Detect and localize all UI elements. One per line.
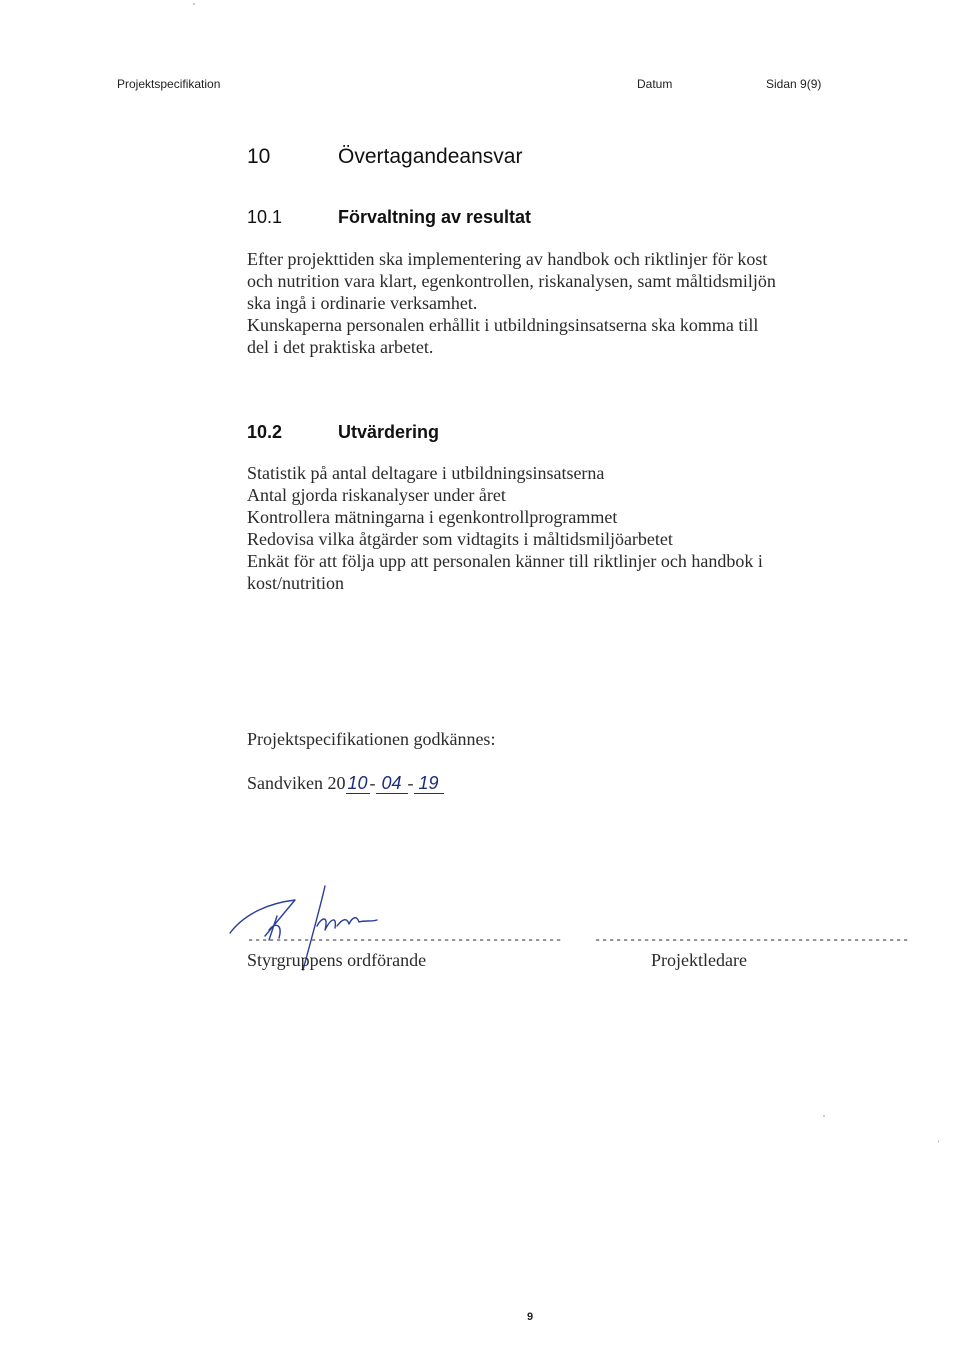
signature-label-chair: Styrgruppens ordförande: [247, 950, 427, 970]
header-document-title: Projektspecifikation: [117, 77, 221, 91]
section-10-title: Övertagandeansvar: [338, 145, 523, 168]
section-10-2-list: [247, 462, 847, 594]
scan-speck: [193, 3, 195, 5]
section-10-2-title: Utvärdering: [338, 422, 440, 442]
header-page-indicator: Sidan 9(9): [766, 77, 822, 91]
section-10-2-number: 10.2: [247, 422, 283, 442]
section-10-1-paragraph: [247, 248, 847, 358]
date-month-field: 04: [376, 773, 408, 794]
section-10-1-number: 10.1: [247, 207, 283, 227]
list-item: kost/nutrition: [247, 573, 345, 593]
signature-line-left: ---------------------------------------------: [247, 933, 563, 947]
list-item: Enkät för att följa upp att personalen känner till riktlinjer och handbok i: [247, 551, 763, 571]
paragraph-line: ska ingå i ordinarie verksamhet.: [247, 293, 478, 313]
approval-label: Projektspecifikationen godkännes:: [247, 729, 496, 749]
date-separator: -: [369, 773, 376, 793]
section-10-number: 10: [247, 145, 271, 168]
date-separator: -: [407, 773, 414, 793]
date-day-field: 19: [414, 773, 444, 794]
list-item: Antal gjorda riskanalyser under året: [247, 485, 506, 505]
signature-label-project-leader: Projektledare: [651, 950, 747, 970]
section-10-1-title: Förvaltning av resultat: [338, 207, 532, 227]
paragraph-line: Efter projekttiden ska implementering av handbok och riktlinjer för kost: [247, 249, 768, 269]
paragraph-line: del i det praktiska arbetet.: [247, 337, 434, 357]
list-item: Kontrollera mätningarna i egenkontrollprogrammet: [247, 507, 618, 527]
scan-speck: [823, 1115, 825, 1117]
paragraph-line: och nutrition vara klart, egenkontrollen, riskanalysen, samt måltidsmiljön: [247, 271, 776, 291]
date-year-field: 10: [347, 773, 368, 793]
scan-speck: [938, 1140, 939, 1143]
paragraph-line: Kunskaperna personalen erhållit i utbildningsinsatserna ska komma till: [247, 315, 759, 335]
list-item: Statistik på antal deltagare i utbildningsinsatserna: [247, 463, 605, 483]
header-date-label: Datum: [637, 77, 673, 91]
signature-line-right: ---------------------------------------------: [594, 933, 910, 947]
place-prefix: Sandviken 20: [247, 773, 346, 793]
list-item: Redovisa vilka åtgärder som vidtagits i måltidsmiljöarbetet: [247, 529, 673, 549]
page-number: 9: [527, 1311, 534, 1323]
approval-place-date: [247, 772, 444, 794]
